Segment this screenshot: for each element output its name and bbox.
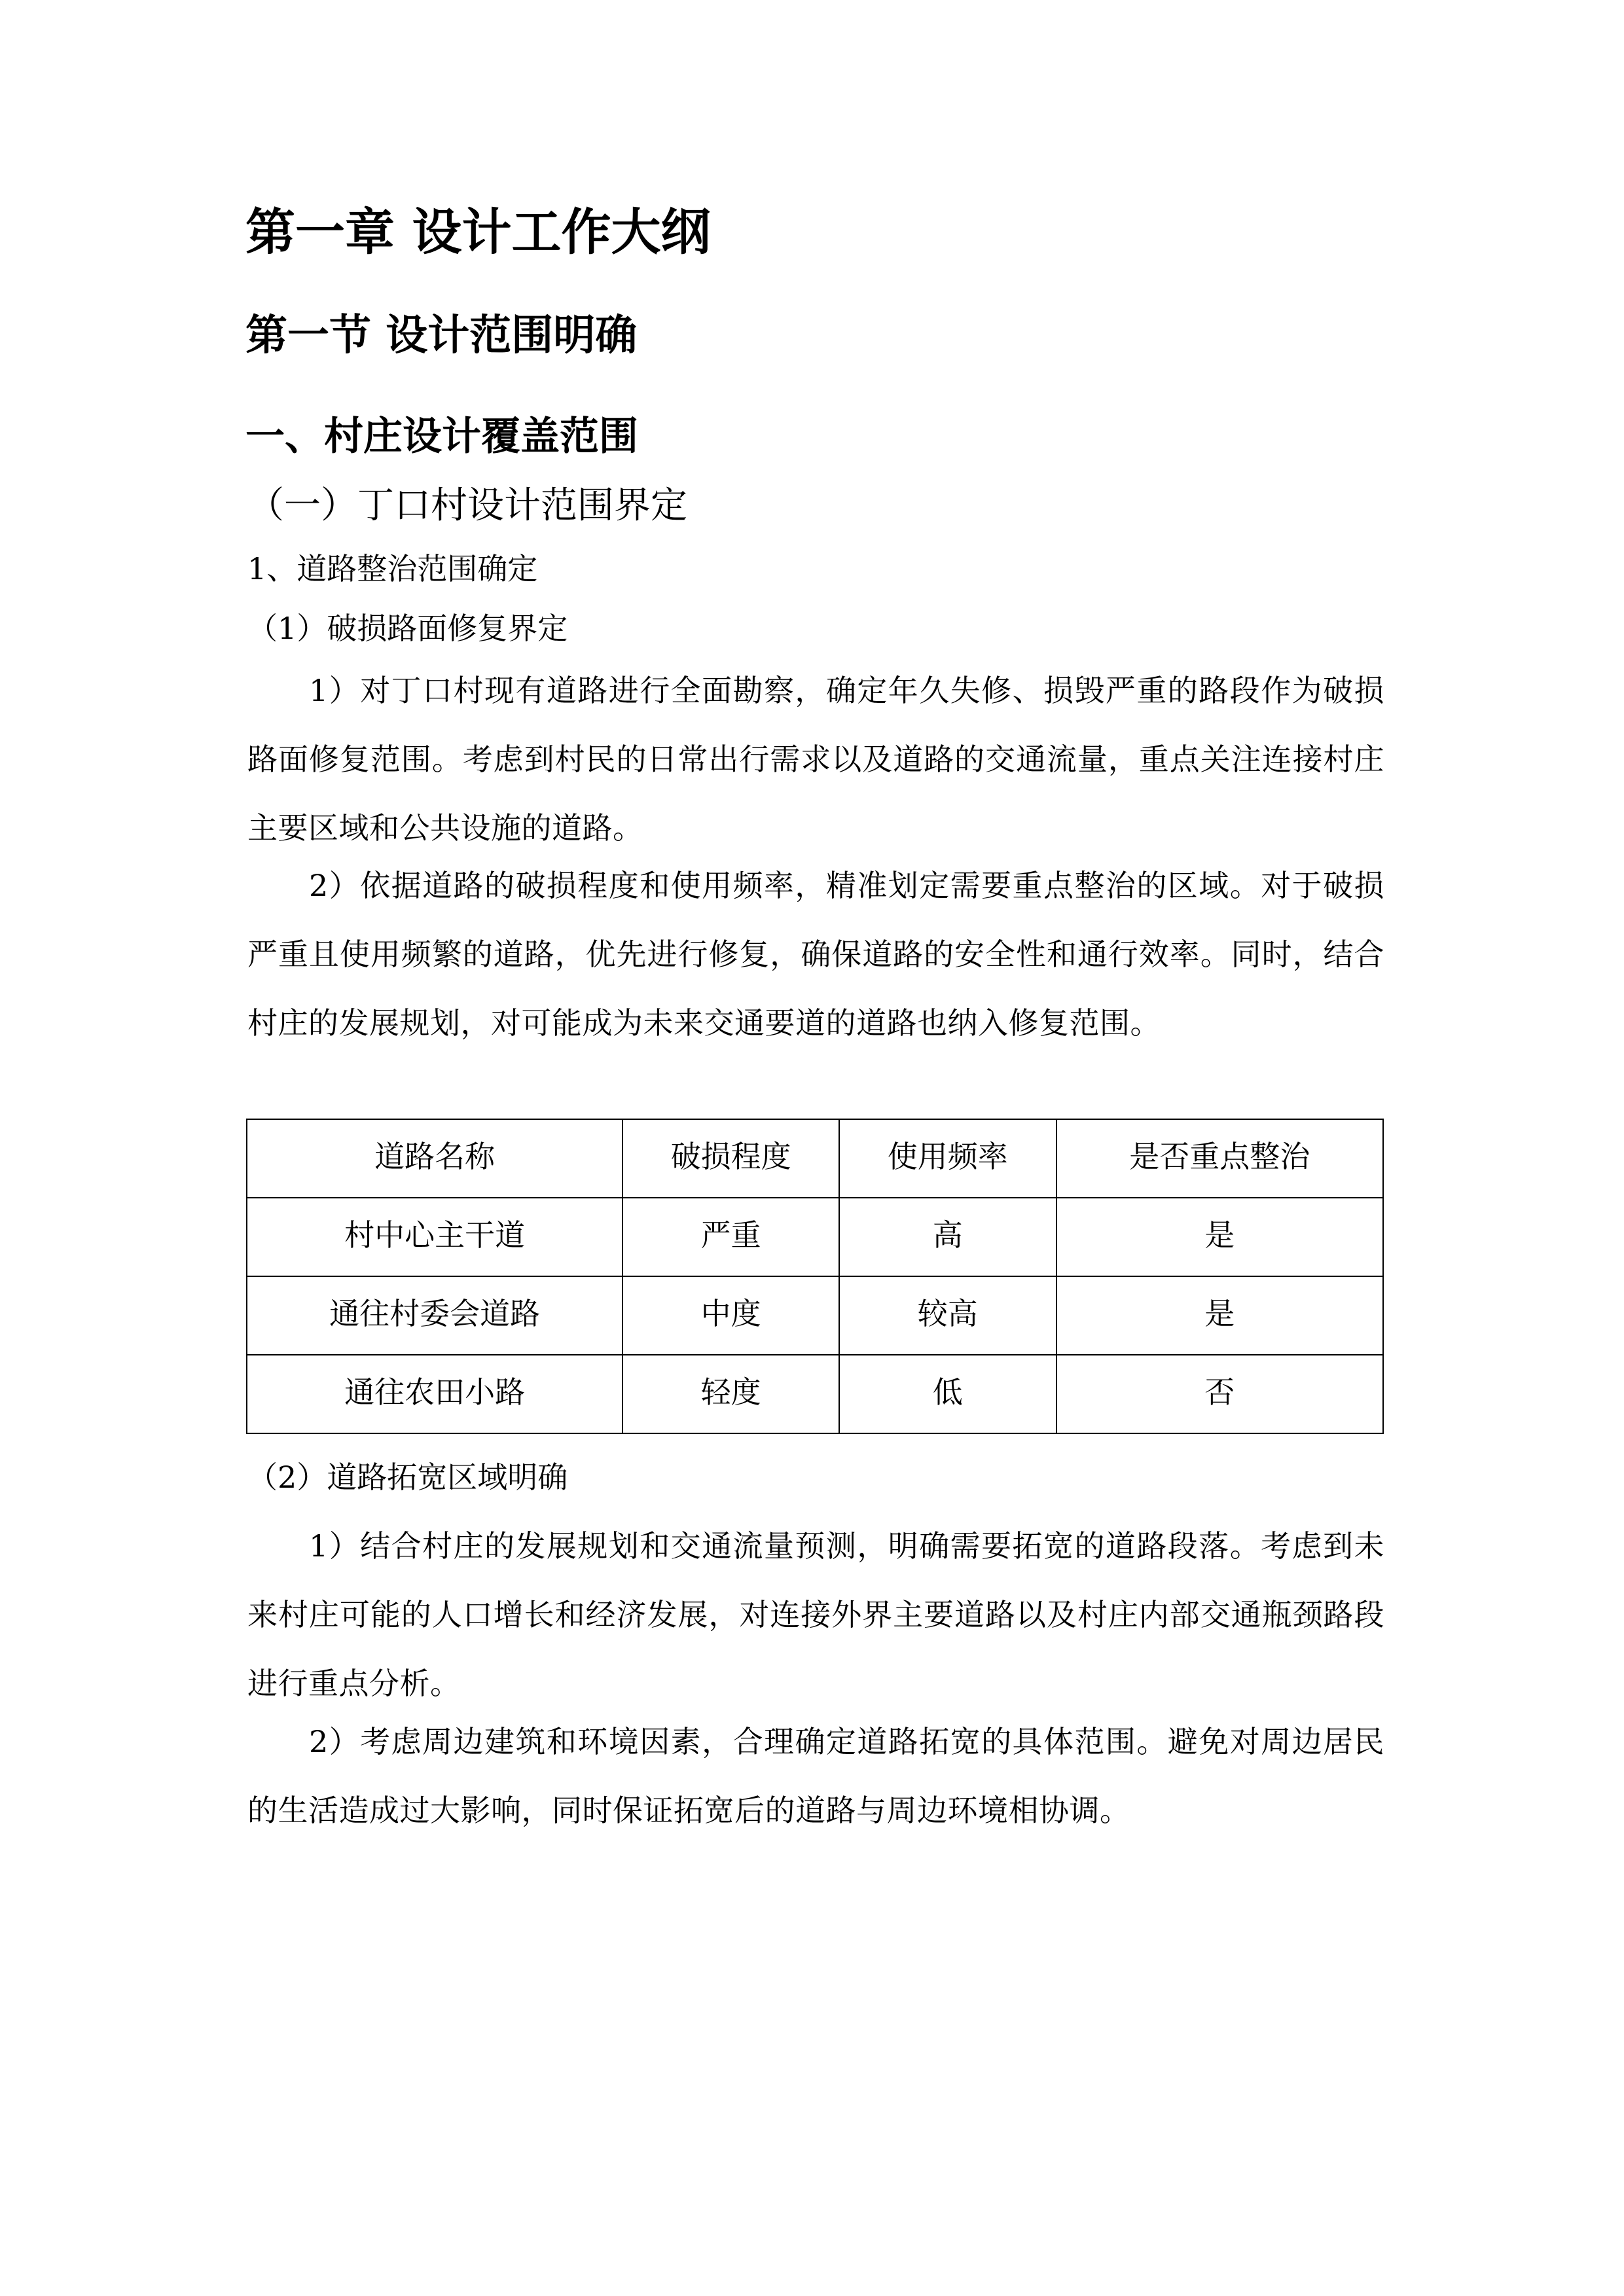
table-cell: 低	[839, 1355, 1056, 1433]
table-cell: 否	[1056, 1355, 1383, 1433]
road-damage-table	[246, 1119, 1384, 1434]
subsection-title: 一、村庄设计覆盖范围	[245, 414, 638, 459]
part2-title: （2）道路拓宽区域明确	[247, 1460, 568, 1495]
section-title: 第一节 设计范围明确	[245, 312, 638, 360]
table-cell: 中度	[623, 1276, 839, 1355]
table-row	[247, 1355, 1383, 1433]
table-header-cell: 是否重点整治	[1056, 1119, 1383, 1198]
table-cell: 通往村委会道路	[247, 1276, 623, 1355]
table-cell: 村中心主干道	[247, 1198, 623, 1276]
table-cell: 较高	[839, 1276, 1056, 1355]
part1-paragraph-1: 1）对丁口村现有道路进行全面勘察，确定年久失修、损毁严重的路段作为破损路面修复范围。考虑到村民的日常出行需求以及道路的交通流量，重点关注连接村庄主要区域和公共设施的道路。	[247, 673, 1384, 846]
table-row	[247, 1198, 1383, 1276]
chapter-title: 第一章 设计工作大纲	[245, 203, 711, 261]
table-header-cell: 破损程度	[623, 1119, 839, 1198]
table-cell: 是	[1056, 1198, 1383, 1276]
part1-paragraph-2: 2）依据道路的破损程度和使用频率，精准划定需要重点整治的区域。对于破损严重且使用频繁的道路，优先进行修复，确保道路的安全性和通行效率。同时，结合村庄的发展规划，对可能成为未来交通要道的道路也纳入修复范围。	[247, 868, 1384, 1041]
table-cell: 严重	[623, 1198, 839, 1276]
sub-subsection-title: （一）丁口村设计范围界定	[247, 484, 687, 527]
table-cell: 是	[1056, 1276, 1383, 1355]
table-header-row	[247, 1119, 1383, 1198]
table-cell: 高	[839, 1198, 1056, 1276]
item-title: 1、道路整治范围确定	[247, 551, 538, 586]
table-cell: 轻度	[623, 1355, 839, 1433]
table-header-cell: 道路名称	[247, 1119, 623, 1198]
part2-paragraph-1: 1）结合村庄的发展规划和交通流量预测，明确需要拓宽的道路段落。考虑到未来村庄可能的人口增长和经济发展，对连接外界主要道路以及村庄内部交通瓶颈路段进行重点分析。	[247, 1528, 1384, 1701]
table-row	[247, 1276, 1383, 1355]
table-cell: 通往农田小路	[247, 1355, 623, 1433]
part2-paragraph-2: 2）考虑周边建筑和环境因素，合理确定道路拓宽的具体范围。避免对周边居民的生活造成过大影响，同时保证拓宽后的道路与周边环境相协调。	[247, 1724, 1384, 1828]
table-header-cell: 使用频率	[839, 1119, 1056, 1198]
part1-title: （1）破损路面修复界定	[247, 611, 568, 646]
